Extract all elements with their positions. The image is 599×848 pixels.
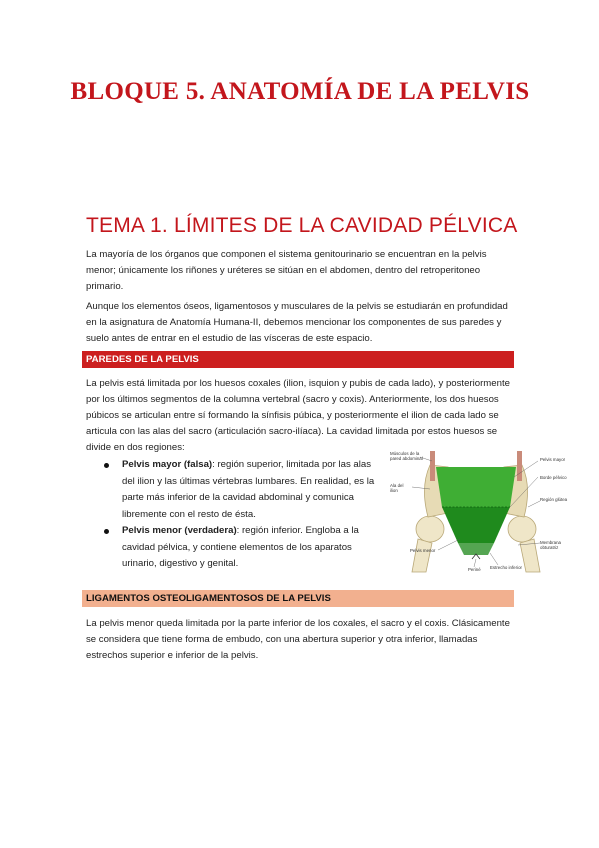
section-heading-ligamentos: LIGAMENTOS OSTEOLIGAMENTOSOS DE LA PELVIS [82,590,514,607]
document-title: BLOQUE 5. ANATOMÍA DE LA PELVIS [70,78,530,105]
bullet-term: Pelvis menor (verdadera) [122,525,237,536]
bullet-text: : región superior, limitada por las alas del ilion y las últimas vértebras lumbares. En realidad, es la parte más inferior de la cavidad abdominal y comunica libremente con el resto de ésta. [122,459,375,520]
list-item [100,457,382,523]
bullet-text: : región inferior. Engloba a la cavidad pélvica, y contiene elementos de los aparatos urinario, digestivo y genital. [122,525,359,569]
label-pelvis-menor: Pelvis menor [410,548,436,553]
pelvis-regions-list [100,457,382,573]
label-estrecho-inferior: Estrecho inferior [490,565,522,570]
label-pelvis-mayor: Pelvis mayor [540,457,566,462]
label-borde-pelvico: Borde pélvico [540,475,567,480]
label-musculos: Músculos de la pared abdominal [390,451,423,461]
label-region-glutea: Región glútea [540,497,568,502]
label-membrana-obturatriz: Membrana obturatriz [540,540,561,550]
intro-paragraph-2: Aunque los elementos óseos, ligamentosos y musculares de la pelvis se estudiarán en profundidad en la asignatura de Anatomía Humana-II, debemos mencionar los componentes de sus paredes y suelo antes de entrar en el estudio de las vísceras de este espacio. [86,301,508,344]
pelvis-diagram [390,447,570,575]
section-heading-paredes: PAREDES DE LA PELVIS [82,351,514,368]
paredes-paragraph: La pelvis está limitada por los huesos coxales (ilion, isquion y pubis de cada lado), y posteriormente por los últimos segmentos de la columna vertebral (sacro y coxis). Anteriormente, los dos huesos púbicos se articulan entre sí formando la sínfisis púbica, y posteriormente el ilion de cada lado se articula con las alas del sacro (articulación sacro-ilíaca). La cavidad limitada por estos huesos se divide en dos regiones: [86,378,510,453]
intro-paragraph-1: La mayoría de los órganos que componen el sistema genitourinario se encuentran en la pelvis menor; únicamente los riñones y uréteres se sitúan en el abdomen, dentro del retroperitoneo primario. [86,249,487,292]
pelvis-illustration [390,447,570,575]
bullet-icon [104,463,109,468]
bullet-icon [104,529,109,534]
ligamentos-paragraph: La pelvis menor queda limitada por la parte inferior de los coxales, el sacro y el coxis. Clásicamente se considera que tiene forma de embudo, con una abertura superior y otra inferior, llamadas estrechos superior e inferior de la pelvis. [86,618,510,661]
bullet-term: Pelvis mayor (falsa) [122,459,213,470]
label-ala-ilion: Ala del ilion [390,483,404,493]
tema-heading: TEMA 1. LÍMITES DE LA CAVIDAD PÉLVICA [86,214,518,237]
list-item [100,523,382,573]
label-perine: Periné [468,567,481,572]
